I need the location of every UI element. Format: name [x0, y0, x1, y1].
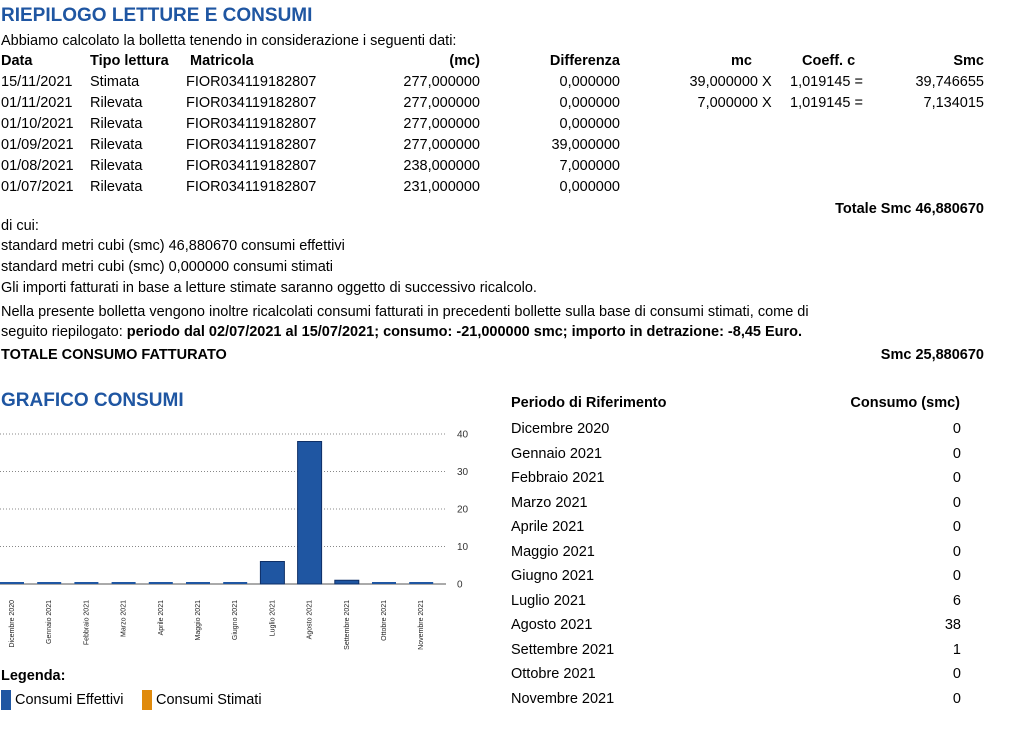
row-differenza: 0,000000	[559, 116, 620, 132]
header-smc: Smc	[953, 53, 984, 69]
grafico-title: GRAFICO CONSUMI	[1, 390, 184, 411]
y-tick-label: 0	[457, 579, 463, 591]
calc-mc: 39,000000	[689, 74, 758, 90]
table-row-periodo: Ottobre 2021	[511, 666, 596, 682]
row-tipo: Rilevata	[90, 137, 143, 153]
header-matricola: Matricola	[190, 53, 254, 69]
table-row-periodo: Aprile 2021	[511, 519, 585, 535]
row-mc: 277,000000	[403, 95, 480, 111]
summary-title: RIEPILOGO LETTURE E CONSUMI	[1, 5, 313, 26]
header-mc: (mc)	[449, 53, 480, 69]
table-row-consumo: 0	[952, 494, 961, 511]
table-row-periodo: Dicembre 2020	[511, 421, 610, 437]
x-tick-label: Agosto 2021	[306, 600, 314, 640]
bar-febbraio-2021	[74, 582, 98, 584]
consumi-chart	[0, 420, 480, 660]
header-consumo: Consumo (smc)	[850, 395, 960, 411]
table-row-consumo: 0	[952, 543, 961, 560]
y-tick-label: 40	[457, 429, 469, 441]
consumi-effettivi-text: standard metri cubi (smc) 46,880670 consumi effettivi	[1, 238, 345, 254]
row-tipo: Stimata	[90, 74, 140, 90]
legend-swatch-effettivi	[1, 690, 11, 710]
header-tipo: Tipo lettura	[90, 53, 169, 69]
table-row-consumo: 0	[952, 519, 961, 535]
row-data: 01/08/2021	[1, 158, 74, 174]
row-matricola: FIOR034119182807	[186, 179, 317, 195]
bar-ottobre-2021	[372, 582, 396, 584]
totale-smc: Totale Smc 46,880670	[835, 201, 984, 217]
row-data: 01/10/2021	[1, 116, 74, 132]
table-row-consumo: 0	[952, 568, 961, 584]
table-row-periodo: Agosto 2021	[511, 617, 593, 633]
calc-smc: 7,134015	[923, 95, 984, 111]
row-data: 15/11/2021	[1, 74, 73, 90]
calc-mc: 7,000000	[697, 95, 758, 111]
row-differenza: 39,000000	[551, 137, 620, 153]
legend-title: Legenda:	[1, 668, 66, 684]
consumi-stimati-text: standard metri cubi (smc) 0,000000 consumi stimati	[1, 259, 334, 275]
bar-marzo-2021	[112, 582, 136, 584]
table-row-consumo: 1	[952, 641, 961, 658]
x-tick-label: Gennaio 2021	[46, 600, 54, 644]
calc-coeff: 1,019145 =	[790, 74, 863, 90]
calc-x: X	[762, 74, 772, 90]
table-row-periodo: Settembre 2021	[511, 641, 615, 658]
table-row-consumo: 0	[952, 666, 961, 682]
row-mc: 238,000000	[403, 158, 480, 174]
ricalcolo-text-1: Nella presente bolletta vengono inoltre ricalcolati consumi fatturati in precedenti bollette sulla base di consumi stimati, come di	[1, 304, 809, 320]
legend-stimati-label: Consumi Stimati	[156, 692, 262, 708]
row-differenza: 0,000000	[559, 74, 620, 90]
calc-coeff: 1,019145 =	[790, 95, 863, 111]
table-row-periodo: Maggio 2021	[511, 543, 595, 560]
bar-maggio-2021	[186, 582, 210, 584]
row-matricola: FIOR034119182807	[186, 158, 317, 174]
calc-x: X	[762, 95, 772, 111]
bar-settembre-2021	[335, 580, 359, 584]
ricalcolo-detail: periodo dal 02/07/2021 al 15/07/2021; consumo: -21,000000 smc; importo in detrazione: -8,45 Euro.	[126, 324, 803, 340]
table-row-periodo: Marzo 2021	[511, 494, 588, 511]
bar-gennaio-2021	[37, 582, 61, 584]
nota-stimate: Gli importi fatturati in base a letture stimate saranno oggetto di successivo ricalcolo.	[1, 280, 537, 296]
row-tipo: Rilevata	[90, 95, 143, 111]
row-mc: 277,000000	[403, 116, 480, 132]
bar-luglio-2021	[260, 562, 284, 585]
table-row-consumo: 6	[952, 592, 961, 609]
row-data: 01/11/2021	[1, 95, 73, 111]
row-mc: 277,000000	[403, 74, 480, 90]
header-coeff: Coeff. c	[802, 53, 856, 69]
x-tick-label: Settembre 2021	[343, 600, 351, 650]
row-data: 01/07/2021	[1, 179, 74, 195]
bar-giugno-2021	[223, 582, 247, 584]
row-differenza: 0,000000	[559, 95, 620, 111]
legend-stimati	[142, 690, 262, 710]
legend-effettivi-label: Consumi Effettivi	[15, 692, 124, 708]
table-row-periodo: Gennaio 2021	[511, 445, 603, 462]
header-periodo: Periodo di Riferimento	[511, 395, 667, 411]
di-cui-label: di cui:	[1, 218, 39, 234]
row-matricola: FIOR034119182807	[186, 95, 317, 111]
x-tick-label: Aprile 2021	[157, 600, 165, 636]
y-tick-label: 20	[457, 504, 469, 516]
bar-agosto-2021	[298, 442, 322, 585]
table-row-periodo: Febbraio 2021	[511, 470, 605, 486]
row-tipo: Rilevata	[90, 179, 143, 195]
row-differenza: 0,000000	[559, 179, 620, 195]
ricalcolo-prefix: seguito riepilogato:	[1, 324, 127, 340]
table-row-consumo: 0	[952, 470, 961, 486]
table-row-consumo: 38	[944, 617, 961, 633]
header-mc2: mc	[731, 53, 752, 69]
row-tipo: Rilevata	[90, 158, 143, 174]
header-differenza: Differenza	[549, 53, 620, 69]
row-mc: 277,000000	[403, 137, 480, 153]
totale-consumo-value: Smc 25,880670	[880, 347, 984, 363]
legend-effettivi	[1, 690, 124, 710]
x-tick-label: Novembre 2021	[418, 600, 426, 650]
bar-dicembre-2020	[0, 582, 24, 584]
row-matricola: FIOR034119182807	[186, 74, 317, 90]
y-tick-label: 10	[457, 542, 469, 553]
x-tick-label: Ottobre 2021	[381, 600, 388, 641]
x-tick-label: Marzo 2021	[120, 600, 128, 637]
ricalcolo-text-2	[1, 324, 802, 340]
totale-consumo-label: TOTALE CONSUMO FATTURATO	[1, 347, 227, 363]
table-row-periodo: Giugno 2021	[511, 568, 595, 584]
table-row-periodo: Novembre 2021	[511, 690, 615, 707]
x-tick-label: Febbraio 2021	[83, 600, 91, 646]
header-data: Data	[1, 53, 33, 69]
row-mc: 231,000000	[403, 179, 480, 195]
row-differenza: 7,000000	[559, 158, 620, 174]
table-row-periodo: Luglio 2021	[511, 592, 586, 609]
bar-novembre-2021	[409, 582, 433, 584]
row-matricola: FIOR034119182807	[186, 137, 317, 153]
x-tick-label: Dicembre 2020	[9, 600, 16, 648]
calc-smc: 39,746655	[915, 74, 984, 90]
x-tick-label: Maggio 2021	[195, 600, 202, 641]
row-data: 01/09/2021	[1, 137, 74, 153]
x-tick-label: Luglio 2021	[269, 600, 277, 637]
bar-aprile-2021	[149, 582, 173, 584]
table-row-consumo: 0	[952, 690, 961, 707]
row-matricola: FIOR034119182807	[186, 116, 317, 132]
summary-intro: Abbiamo calcolato la bolletta tenendo in considerazione i seguenti dati:	[1, 33, 457, 49]
x-tick-label: Giugno 2021	[232, 600, 240, 641]
legend-swatch-stimati	[142, 690, 152, 710]
row-tipo: Rilevata	[90, 116, 143, 132]
y-tick-label: 30	[457, 467, 469, 478]
table-row-consumo: 0	[952, 445, 961, 462]
table-row-consumo: 0	[952, 421, 961, 437]
